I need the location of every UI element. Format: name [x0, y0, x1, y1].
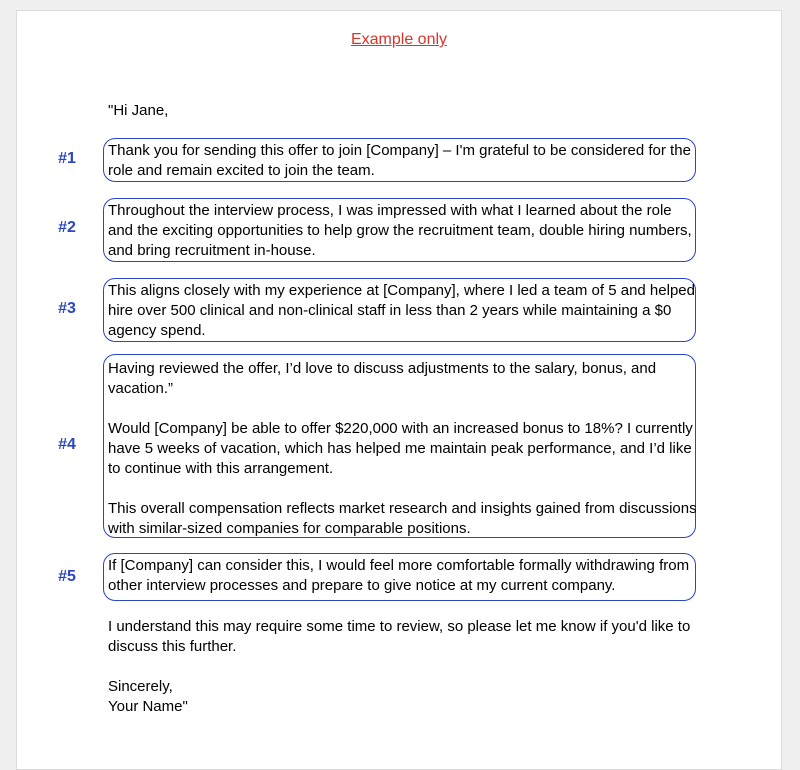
- section-text-2: Throughout the interview process, I was impressed with what I learned about the role and the exciting opportunities to help grow the recruitment team, double hiring numbers, and bring recruitment in-house.: [108, 202, 696, 259]
- section-marker-1: #1: [58, 150, 76, 167]
- section-box-2: [103, 198, 696, 262]
- section-4-paragraph-3: This overall compensation reflects market research and insights gained from discussions with similar-sized companies for comparable positions.: [108, 500, 701, 537]
- section-box-5: [103, 553, 696, 601]
- section-box-4: [103, 354, 701, 538]
- section-marker-2: #2: [58, 219, 76, 236]
- section-4-paragraph-1: Having reviewed the offer, I’d love to discuss adjustments to the salary, bonus, and vacation.”: [108, 360, 661, 397]
- section-marker-4: #4: [58, 436, 76, 453]
- section-text-3: This aligns closely with my experience at [Company], where I led a team of 5 and helped hire over 500 clinical and non-clinical staff in less than 2 years while maintaining a $0 agency spend.: [108, 282, 700, 339]
- section-box-1: [103, 138, 696, 182]
- section-text-5: If [Company] can consider this, I would feel more comfortable formally withdrawing from other interview processes and prepare to give notice at my current company.: [108, 557, 694, 594]
- section-marker-5: #5: [58, 568, 76, 585]
- example-only-link[interactable]: Example only: [350, 31, 448, 48]
- section-4-paragraph-2: Would [Company] be able to offer $220,000 with an increased bonus to 18%? I currently have 5 weeks of vacation, which has helped me maintain peak performance, and I’d like to continue with this arrangement.: [108, 420, 697, 477]
- signature: Your Name": [108, 698, 188, 715]
- document-page: [16, 10, 782, 770]
- signoff: Sincerely,: [108, 678, 173, 695]
- section-marker-3: #3: [58, 300, 76, 317]
- section-text-1: Thank you for sending this offer to join [Company] – I'm grateful to be considered for the role and remain excited to join the team.: [108, 142, 696, 179]
- greeting: "Hi Jane,: [108, 102, 169, 119]
- section-box-3: [103, 278, 700, 342]
- closing-paragraph: I understand this may require some time to review, so please let me know if you'd like to discuss this further.: [108, 618, 695, 655]
